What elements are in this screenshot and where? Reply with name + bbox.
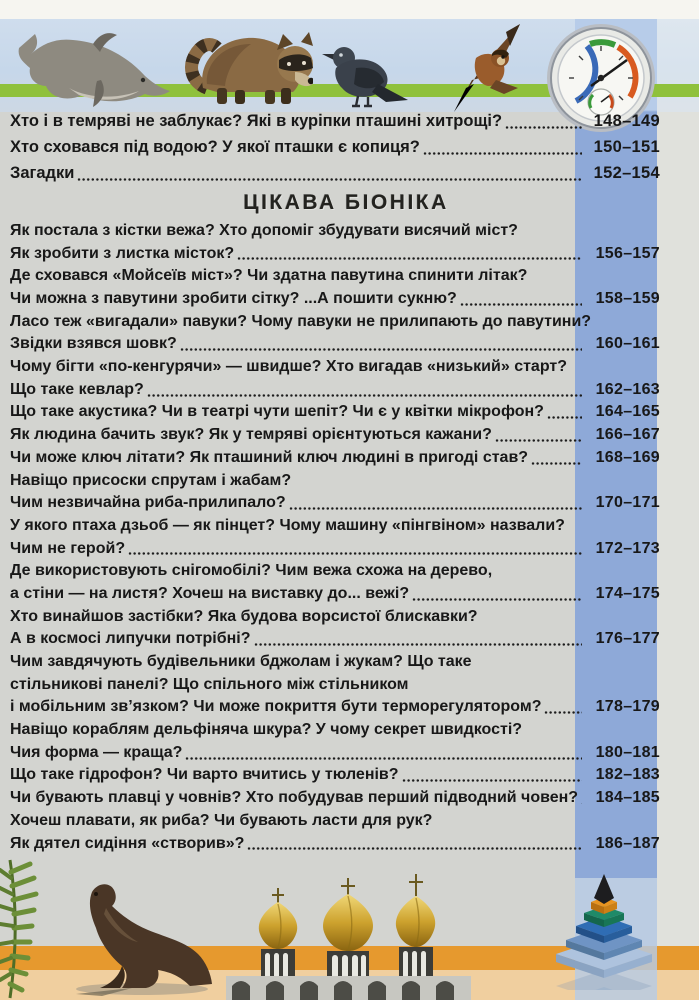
dotted-leader (544, 710, 582, 715)
dotted-leader (460, 302, 582, 307)
toc-row (10, 470, 660, 493)
toc-entry-text: Чим завдячують будівельники бджолам і жукам? Що таке (10, 653, 472, 671)
toc-row (10, 447, 660, 470)
right-margin-column (657, 19, 699, 946)
toc-entry-text: і мобільним зв’язком? Чи може покриття бути терморегулятором? (10, 698, 542, 716)
toc-row (10, 243, 660, 266)
toc-row (10, 583, 660, 606)
page-range: 150–151 (593, 138, 660, 156)
jackdaw-icon (316, 42, 411, 108)
toc-row (10, 311, 660, 334)
dotted-leader (423, 151, 582, 156)
page-range: 170–171 (595, 494, 660, 512)
toc-entry-text: Чия форма — краща? (10, 743, 183, 761)
dotted-leader (254, 642, 582, 647)
dotted-leader (402, 778, 582, 783)
sea-lion-icon (62, 878, 217, 1000)
dotted-leader (128, 551, 582, 556)
toc-entry-text: Що таке акустика? Чи в театрі чути шепіт? Чи є у квітки мікрофон? (10, 403, 544, 421)
toc-entry-text: Як дятел сидіння «створив»? (10, 834, 245, 852)
toc-entry-text: Чи може ключ літати? Як пташиний ключ людині в пригоді став? (10, 448, 529, 466)
toc-row (10, 538, 660, 561)
toc-entry-text: Чи бувають плавці у човнів? Хто побудував перший підводний човен? (10, 789, 579, 807)
toc-entry-text: Хто і в темряві не заблукає? Які в куріпки пташині хитрощі? (10, 112, 503, 130)
toc-top-list (10, 108, 660, 186)
toc-entry-text: Чи можна з павутини зробити сітку? ...А пошити сукню? (10, 290, 457, 308)
dotted-leader (531, 461, 582, 466)
toc-entry-text: Хочеш плавати, як риба? Чи бувають ласти для рук? (10, 811, 433, 829)
toc-entry-text: Чим незвичайна риба-прилипало? (10, 494, 286, 512)
pyramid-toy-icon (548, 866, 660, 990)
dotted-leader (247, 846, 582, 851)
dotted-leader (547, 415, 582, 420)
toc-entry-text: Як зробити з листка місток? (10, 244, 235, 262)
page-range: 160–161 (595, 335, 660, 353)
toc-entry-text: У якого птаха дзьоб — як пінцет? Чому машину «пінгвіном» назвали? (10, 516, 565, 534)
toc-row (10, 288, 660, 311)
toc-entry-text: Де сховався «Мойсеїв міст»? Чи здатна павутина спинити літак? (10, 267, 528, 285)
dotted-leader (495, 438, 582, 443)
toc-row (10, 765, 660, 788)
toc-row (10, 402, 660, 425)
toc-entry-text: стільникові панелі? Що спільного між стільником (10, 675, 409, 693)
dotted-leader (581, 801, 582, 806)
toc-entry-text: Хто сховався під водою? У якої пташки є копиця? (10, 138, 420, 156)
dotted-leader (185, 756, 582, 761)
toc-entry-text: Ласо теж «вигадали» павуки? Чому павуки не прилипають до павутини? (10, 312, 592, 330)
toc-row (10, 719, 660, 742)
toc-row (10, 424, 660, 447)
toc-row (10, 492, 660, 515)
page-range: 176–177 (595, 630, 660, 648)
page-range: 164–165 (595, 403, 660, 421)
page-range: 186–187 (595, 834, 660, 852)
toc-entry-text: Загадки (10, 164, 75, 182)
toc-row (10, 560, 660, 583)
page-range: 172–173 (595, 539, 660, 557)
toc-entry-text: Чим не герой? (10, 539, 126, 557)
dotted-leader (180, 347, 582, 352)
toc-entry-text: Як постала з кістки вежа? Хто допоміг збудувати висячий міст? (10, 221, 518, 239)
toc-row (10, 134, 660, 160)
dotted-leader (505, 125, 582, 130)
toc-row (10, 810, 660, 833)
dotted-leader (147, 393, 582, 398)
toc-row (10, 333, 660, 356)
section-title: ЦІКАВА БІОНІКА (243, 191, 449, 214)
toc-row (10, 220, 660, 243)
toc-row (10, 651, 660, 674)
toc-row (10, 160, 660, 186)
dolphin-icon (5, 30, 175, 110)
toc-entry-text: Звідки взявся шовк? (10, 335, 177, 353)
page-range: 158–159 (595, 290, 660, 308)
cathedral-domes-icon (226, 872, 471, 1000)
toc-row (10, 696, 660, 719)
toc-row (10, 674, 660, 697)
page-range: 152–154 (593, 164, 660, 182)
toc-row (10, 356, 660, 379)
page-range: 168–169 (595, 448, 660, 466)
page-range: 180–181 (595, 743, 660, 761)
toc-entry-text: А в космосі липучки потрібні? (10, 630, 251, 648)
toc-row (10, 787, 660, 810)
page-range: 148–149 (593, 112, 660, 130)
toc-entry-text: Як людина бачить звук? Як у темряві орієнтуються кажани? (10, 426, 492, 444)
toc-row (10, 515, 660, 538)
page-range: 178–179 (595, 698, 660, 716)
falcon-icon (446, 22, 528, 114)
toc-row (10, 742, 660, 765)
top-margin (0, 0, 699, 19)
section-header (10, 186, 660, 220)
dotted-leader (412, 597, 582, 602)
page-range: 184–185 (595, 789, 660, 807)
toc-row (10, 628, 660, 651)
toc-entry-text: а стіни — на листя? Хочеш на виставку до... вежі? (10, 584, 410, 602)
page-range: 156–157 (595, 244, 660, 262)
toc-entry-text: Навіщо кораблям дельфіняча шкура? У чому секрет швидкості? (10, 721, 523, 739)
raccoon-icon (183, 26, 313, 106)
dotted-leader (77, 177, 582, 182)
toc-entry-text: Що таке кевлар? (10, 380, 144, 398)
toc-entry-text: Чому бігти «по-кенгурячи» — швидше? Хто вигадав «низький» старт? (10, 358, 567, 376)
toc-main-list (10, 220, 660, 855)
fern-leaf-icon (0, 858, 46, 1000)
toc-entry-text: Навіщо присоски спрутам і жабам? (10, 471, 292, 489)
dotted-leader (237, 256, 582, 261)
toc-entry-text: Де використовують снігомобілі? Чим вежа схожа на дерево, (10, 562, 493, 580)
toc-entry-text: Що таке гідрофон? Чи варто вчитись у тюленів? (10, 766, 399, 784)
toc-row (10, 833, 660, 856)
dotted-leader (289, 506, 582, 511)
table-of-contents (10, 108, 660, 855)
toc-row (10, 379, 660, 402)
toc-row (10, 265, 660, 288)
page-range: 182–183 (595, 766, 660, 784)
page-range: 174–175 (595, 584, 660, 602)
toc-row (10, 108, 660, 134)
toc-entry-text: Хто винайшов застібки? Яка будова ворсистої блискавки? (10, 607, 478, 625)
page-range: 162–163 (595, 380, 660, 398)
page-range: 166–167 (595, 426, 660, 444)
toc-row (10, 606, 660, 629)
